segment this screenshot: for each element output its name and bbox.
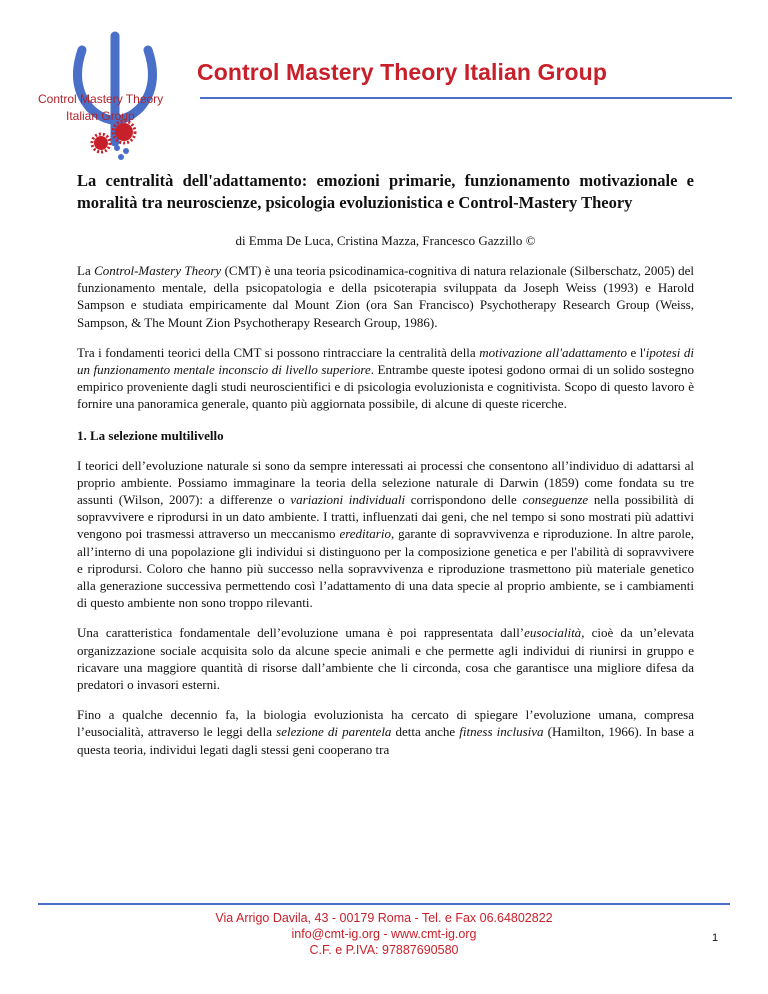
paragraph-3-emphasis-ereditario: ereditario	[339, 526, 391, 542]
paragraph-3-text-e: nella possibilità di sopravvivere e riprodursi in un dato ambiente. I tratti, influenzati dai geni, che nel tempo si sono mostrati più adattivi vengono poi trasmessi attraverso un meccanismo	[77, 492, 694, 542]
footer-contacts: info@cmt-ig.org - www.cmt-ig.org	[291, 927, 477, 941]
header-title: Control Mastery Theory Italian Group	[197, 59, 607, 85]
footer-divider	[38, 903, 730, 905]
authors-line: di Emma De Luca, Cristina Mazza, Francesco Gazzillo ©	[235, 233, 536, 248]
paragraph-3-text-a: I teorici dell’evoluzione naturale si sono da sempre interessati ai processi che consentono all’individuo di adattarsi al proprio ambiente. Possiamo immaginare la teoria della selezione naturale di Darwin (1859) come fondata su tre assunti (Wilson, 2007): a differenze o	[77, 457, 694, 508]
paragraph-2-emphasis-motivazione: motivazione all'adattamento	[479, 344, 627, 360]
footer-address: Via Arrigo Davila, 43 - 00179 Roma - Tel. e Fax 06.64802822	[215, 911, 553, 925]
paragraph-3-text-c: corrispondono delle	[405, 492, 523, 508]
paragraph-5-emphasis-selezione: selezione di parentela	[276, 724, 392, 740]
paragraph-3-text-g: , garante di sopravvivenza e riproduzione. In altre parole, all’interno di una popolazione gli individui si distinguono per la composizione genetica e per l'abilità di sopravvivere e riprodursi. Coloro che hanno più successo nella sopravvivenza e riproduzione trasmettono più materiale genetico alla generazione successiva permettendo così l’adattamento di una data specie al proprio ambiente, se i cambiamenti di questo ambiente non sono troppo rilevanti.	[77, 526, 694, 611]
page-number: 1	[712, 932, 719, 944]
paragraph-5-text-e: (Hamilton, 1966). In base a questa teoria, individui legati dagli stessi geni cooperano tra	[77, 724, 694, 757]
paragraph-2-text-a: Tra i fondamenti teorici della CMT si possono rintracciare la centralità della	[77, 344, 480, 360]
paragraph-1-text-c: (CMT) è una teoria psicodinamica-cognitiva di natura relazionale (Silberschatz, 2005) del funzionamento mentale, della psicopatologia e della psicoterapia sviluppata da Joseph Weiss (1993) e Harold Sampson e studiata empiricamente dal Mount Zion (ora San Francisco) Psychotherapy Research Group (Weiss, Sampson, & The Mount Zion Psychotherapy Research Group, 1986).	[77, 263, 694, 330]
paragraph-1-text-a: La	[77, 263, 95, 278]
paragraph-3-emphasis-conseguenze: conseguenze	[522, 492, 589, 508]
paragraph-2-text-c: e l'	[627, 344, 646, 360]
document-title: La centralità dell'adattamento: emozioni primarie, funzionamento motivazionale e moralità tra neuroscienze, psicologia evoluzionistica e Control-Mastery Theory	[77, 171, 694, 212]
paragraph-4-emphasis-eusocialita: eusocialità	[524, 625, 582, 641]
paragraph-1	[77, 262, 694, 331]
paragraph-2-emphasis-ipotesi: ipotesi di un funzionamento mentale inconscio di livello superiore	[77, 344, 694, 378]
paragraph-3	[77, 457, 694, 612]
logo-text-line-1: Control Mastery Theory	[38, 92, 164, 106]
header-divider	[200, 97, 732, 99]
paragraph-5-text-c: detta anche	[391, 724, 460, 740]
paragraph-2-text-e: . Entrambe queste ipotesi godono ormai di un solido sostegno empirico proveniente dagli studi neuroscientifici e di psicologia evoluzionista e cognitivista. Scopo di questo lavoro è fornire una panoramica generale, quanto più aggiornata possibile, di alcune di queste ricerche.	[77, 362, 694, 412]
section-heading-1: 1. La selezione multilivello	[77, 427, 224, 443]
document-body	[77, 170, 694, 758]
footer-tax-id: C.F. e P.IVA: 97887690580	[309, 943, 459, 957]
paragraph-4-text-a: Una caratteristica fondamentale dell’evoluzione umana è poi rappresentata dall’	[77, 625, 525, 641]
paragraph-5-emphasis-fitness: fitness inclusiva	[459, 724, 544, 740]
footer	[140, 910, 628, 958]
paragraph-1-emphasis-cmt: Control-Mastery Theory	[94, 263, 222, 278]
paragraph-2	[77, 344, 694, 413]
paragraph-5-text-a: Fino a qualche decennio fa, la biologia evoluzionista ha cercato di spiegare l’evoluzione umana, compresa l’eusocialità, attraverso le leggi della	[77, 707, 694, 740]
logo-text-line-2: Italian Group	[66, 109, 135, 123]
paragraph-4	[77, 624, 694, 693]
paragraph-5	[77, 706, 694, 758]
paragraph-4-text-c: , cioè da un’elevata organizzazione sociale acquisita solo da alcune specie animali e che permette agli individui di riunirsi in gruppo e ricavare una maggiore quantità di risorse dall’ambiente che li circonda, cosa che garantisce una migliore difesa da predatori o invasori esterni.	[77, 625, 694, 693]
paragraph-3-emphasis-variazioni: variazioni individuali	[290, 492, 406, 508]
